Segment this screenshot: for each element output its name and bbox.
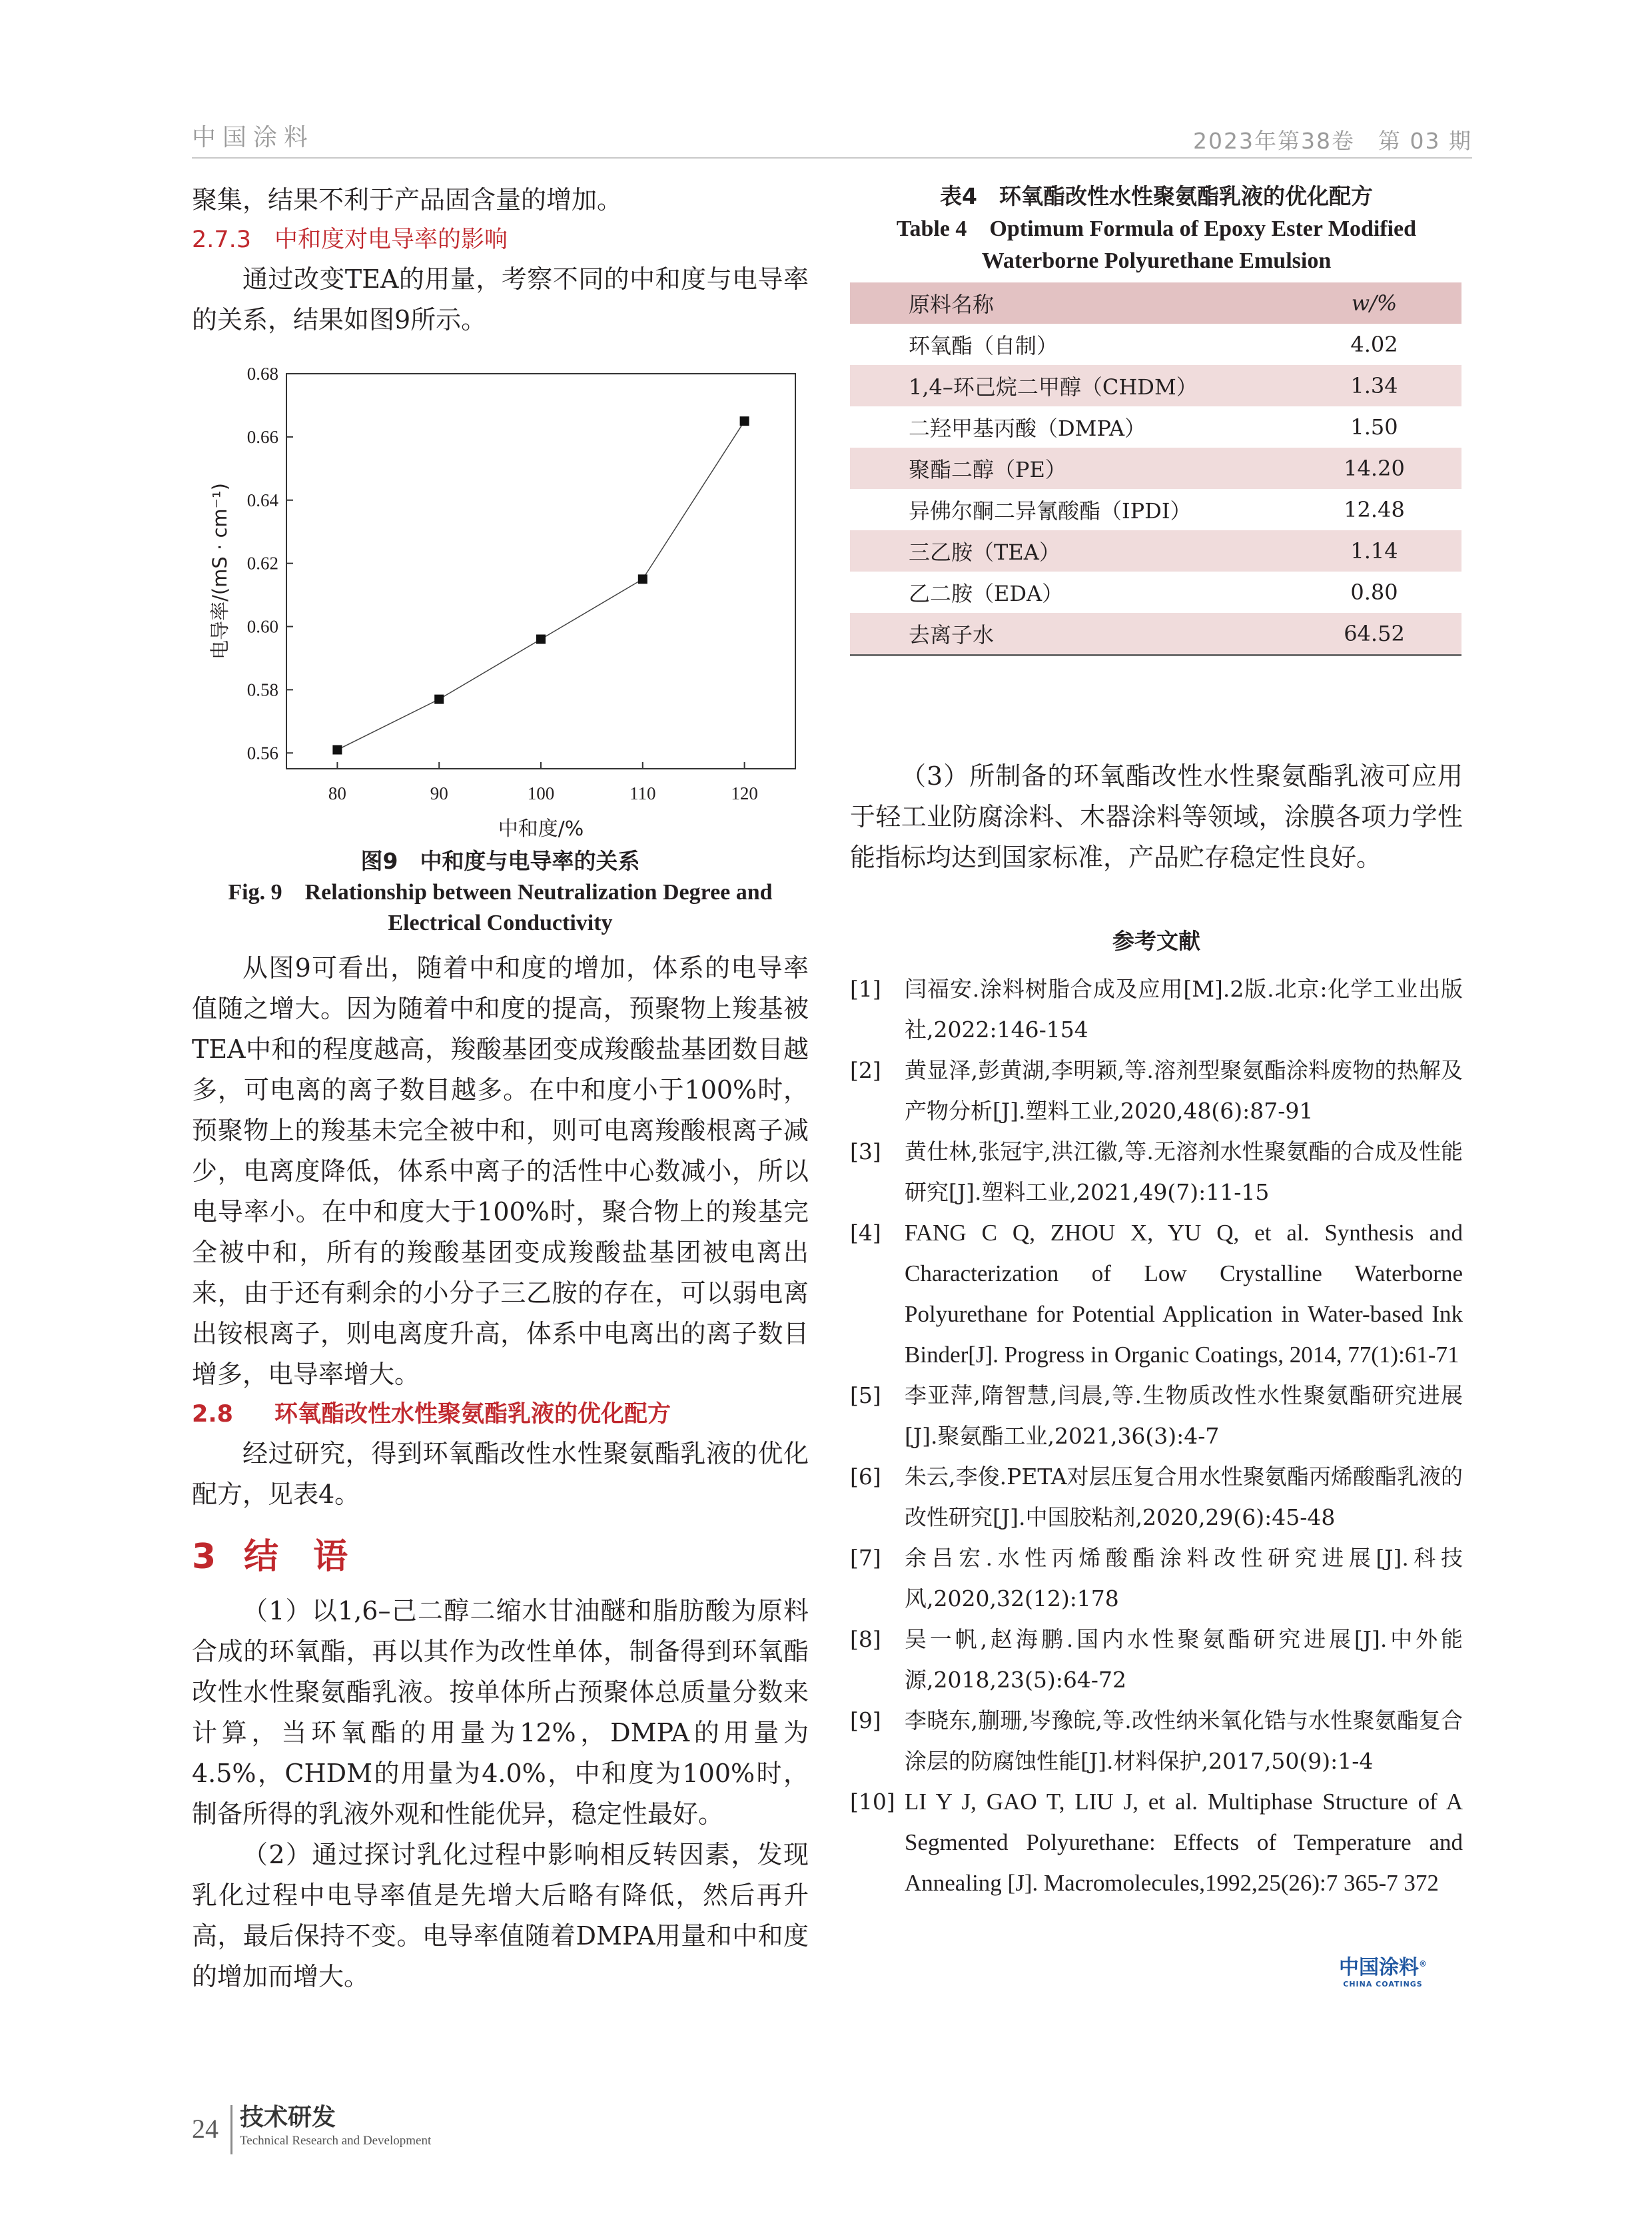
- section-2-8-heading: [192, 1395, 809, 1434]
- paragraph-3: 从图9可看出，随着中和度的增加，体系的电导率值随之增大。因为随着中和度的提高，预聚物上羧基被TEA中和的程度越高，羧酸基团变成羧酸盐基团数目越多，可电离的离子数目越多。在中和度小于100%时，预聚物上的羧基未完全被中和，则可电离羧酸根离子减少，电离度降低，体系中离子的活性中心数减小，所以电导率小。在中和度大于100%时，聚合物上的羧基完全被中和，所有的羧酸基团变成羧酸盐基团被电离出来，由于还有剩余的小分子三乙胺的存在，可以弱电离出铵根离子，则电离度升高，体系中电离出的离子数目增多，电导率增大。: [192, 953, 809, 1389]
- reference-number: [9]: [850, 1707, 881, 1733]
- figure-9: [192, 352, 809, 845]
- value-cell: 4.02: [1350, 332, 1398, 357]
- value-cell: 14.20: [1287, 448, 1461, 489]
- reference-item: [850, 1131, 1463, 1212]
- section-number: 2.8: [192, 1401, 234, 1428]
- value-cell: 12.48: [1344, 497, 1405, 522]
- reference-number: [10]: [850, 1789, 895, 1815]
- chapter-number: 3: [192, 1537, 216, 1577]
- x-tick-label: 120: [731, 783, 758, 803]
- reference-item: [850, 969, 1463, 1050]
- reference-text: 朱云,李俊.PETA对层压复合用水性聚氨酯丙烯酸酯乳液的改性研究[J].中国胶粘剂,2020,29(6):45-48: [905, 1464, 1463, 1530]
- table-row: [850, 365, 1461, 406]
- material-cell: 三乙胺（TEA）: [850, 530, 1287, 572]
- china-coatings-logo: [1339, 1951, 1427, 1989]
- material-cell: 聚酯二醇（PE）: [850, 448, 1287, 489]
- logo-text-en: CHINA COATINGS: [1343, 1980, 1423, 1989]
- table-caption-cn: 表4 环氧酯改性水性聚氨酯乳液的优化配方: [940, 183, 1373, 209]
- reference-item: [850, 1700, 1463, 1781]
- reference-number: [4]: [850, 1220, 881, 1246]
- reference-number: [5]: [850, 1382, 881, 1408]
- column-header-mass-fraction: w/%: [1287, 282, 1461, 324]
- x-tick-label: 100: [527, 783, 555, 803]
- conductivity-chart: [192, 352, 809, 845]
- left-column: [192, 180, 809, 1997]
- figure-caption-en: Fig. 9 Relationship between Neutralization Degree and Electrical Conductivity: [228, 880, 773, 935]
- reference-text: 闫福安.涂料树脂合成及应用[M].2版.北京:化学工业出版社,2022:146-154: [905, 976, 1463, 1043]
- material-cell: 异佛尔酮二异氰酸酯（IPDI）: [909, 498, 1192, 524]
- reference-item: [850, 1619, 1463, 1700]
- footer-section-cn: 技术研发: [240, 2104, 336, 2131]
- journal-name: 中国涂料: [192, 124, 315, 151]
- header-rule: [192, 157, 1472, 159]
- material-cell: 乙二胺（EDA）: [909, 581, 1064, 606]
- logo-text-cn: 中国涂料®: [1339, 1956, 1427, 1979]
- chapter-title: 结 语: [244, 1537, 348, 1577]
- data-point: [434, 695, 444, 704]
- x-tick-label: 90: [430, 783, 448, 803]
- right-column: [850, 180, 1463, 1903]
- reference-item: [850, 1212, 1463, 1375]
- table-caption-en-line2: Waterborne Polyurethane Emulsion: [981, 248, 1332, 273]
- value-cell: 1.14: [1287, 530, 1461, 572]
- paragraph-6: （2）通过探讨乳化过程中影响相反转因素，发现乳化过程中电导率值是先增大后略有降低，然后再升高，最后保持不变。电导率值随着DMPA用量和中和度的增加而增大。: [192, 1840, 809, 1991]
- y-tick-label: 0.60: [246, 616, 278, 637]
- reference-text: 余吕宏.水性丙烯酸酯涂料改性研究进展[J].科技风,2020,32(12):178: [905, 1545, 1463, 1611]
- material-cell: 去离子水: [850, 613, 1287, 656]
- reference-number: [8]: [850, 1626, 881, 1652]
- y-axis-label: 电导率/(mS · cm⁻¹): [208, 483, 231, 660]
- paragraph-7: （3）所制备的环氧酯改性水性聚氨酯乳液可应用于轻工业防腐涂料、木器涂料等领域，涂膜各项力学性能指标均达到国家标准，产品贮存稳定性良好。: [850, 761, 1463, 872]
- table-row: [850, 448, 1461, 489]
- reference-number: [1]: [850, 976, 881, 1002]
- table-caption-en-line1: Table 4 Optimum Formula of Epoxy Ester Modified: [896, 217, 1417, 241]
- x-tick-label: 110: [629, 783, 656, 803]
- footer-divider: [230, 2105, 232, 2154]
- paragraph-2: 通过改变TEA的用量，考察不同的中和度与电导率的关系，结果如图9所示。: [192, 264, 809, 334]
- reference-item: [850, 1375, 1463, 1456]
- references-title: 参考文献: [1112, 928, 1200, 954]
- reference-number: [3]: [850, 1138, 881, 1164]
- value-cell: 1.50: [1350, 414, 1398, 440]
- reference-text: LI Y J, GAO T, LIU J, et al. Multiphase Structure of A Segmented Polyurethane: Effects of Temperature and Annealing [J]. Macromolecules,1992,25(26):7 365-7 372: [905, 1789, 1463, 1896]
- chapter-3-heading: [192, 1527, 809, 1587]
- footer-section-en: Technical Research and Development: [240, 2134, 432, 2148]
- reference-text: 黄显泽,彭黄湖,李明颖,等.溶剂型聚氨酯涂料废物的热解及产物分析[J].塑料工业,2020,48(6):87-91: [905, 1057, 1463, 1124]
- value-cell: 64.52: [1287, 613, 1461, 656]
- paragraph-4: 经过研究，得到环氧酯改性水性聚氨酯乳液的优化配方，见表4。: [192, 1439, 809, 1509]
- value-cell: 0.80: [1350, 580, 1398, 605]
- paragraph-5: （1）以1,6–己二醇二缩水甘油醚和脂肪酸为原料合成的环氧酯，再以其作为改性单体，制备得到环氧酯改性水性聚氨酯乳液。按单体所占预聚体总质量分数来计算，当环氧酯的用量为12%，DMPA的用量为4.5%，CHDM的用量为4.0%，中和度为100%时，制备所得的乳液外观和性能优异，稳定性最好。: [192, 1596, 809, 1829]
- issue-info: 2023年第38卷 第 03 期: [1193, 128, 1472, 154]
- figure-caption-cn: 图9 中和度与电导率的关系: [360, 848, 640, 874]
- page-number: 24: [192, 2114, 218, 2144]
- formula-table: [850, 282, 1461, 656]
- y-tick-label: 0.62: [246, 553, 278, 574]
- reference-number: [6]: [850, 1464, 881, 1490]
- table-row: [850, 613, 1461, 656]
- reference-item: [850, 1781, 1463, 1903]
- section-title: 环氧酯改性水性聚氨酯乳液的优化配方: [274, 1401, 671, 1428]
- x-tick-label: 80: [328, 783, 346, 803]
- section-title: 中和度对电导率的影响: [274, 226, 508, 253]
- reference-text: 李亚萍,隋智慧,闫晨,等.生物质改性水性聚氨酯研究进展[J].聚氨酯工业,2021,36(3):4-7: [905, 1382, 1463, 1449]
- table-row: [850, 530, 1461, 572]
- reference-item: [850, 1456, 1463, 1538]
- series-line: [337, 421, 744, 749]
- data-point: [332, 745, 342, 755]
- material-cell: 1,4–环己烷二甲醇（CHDM）: [850, 365, 1287, 406]
- reference-list: [850, 969, 1463, 1903]
- y-tick-label: 0.56: [246, 743, 278, 763]
- data-point: [536, 634, 546, 644]
- value-cell: 1.34: [1287, 365, 1461, 406]
- reference-item: [850, 1538, 1463, 1619]
- data-point: [740, 416, 749, 426]
- section-2-7-3-heading: [192, 221, 809, 259]
- x-axis-label: 中和度/%: [498, 817, 584, 841]
- section-number: 2.7.3: [192, 226, 252, 253]
- table-row: [850, 406, 1461, 448]
- paragraph-1: 聚集，结果不利于产品固含量的增加。: [192, 185, 623, 215]
- table-row: [850, 489, 1461, 530]
- plot-frame: [286, 374, 795, 769]
- y-tick-label: 0.66: [246, 426, 278, 447]
- reference-text: 黄仕林,张冠宇,洪江徽,等.无溶剂水性聚氨酯的合成及性能研究[J].塑料工业,2021,49(7):11-15: [905, 1138, 1463, 1205]
- table-row: [850, 324, 1461, 365]
- material-cell: 环氧酯（自制）: [909, 333, 1058, 358]
- reference-text: 李晓东,蒯珊,岑豫皖,等.改性纳米氧化锆与水性聚氨酯复合涂层的防腐蚀性能[J].材料保护,2017,50(9):1-4: [905, 1707, 1463, 1774]
- y-tick-label: 0.68: [246, 364, 278, 384]
- table-header-row: [850, 282, 1461, 324]
- reference-number: [7]: [850, 1545, 881, 1571]
- y-tick-label: 0.64: [246, 490, 278, 510]
- reference-number: [2]: [850, 1057, 881, 1083]
- material-cell: 二羟甲基丙酸（DMPA）: [909, 416, 1146, 441]
- reference-item: [850, 1050, 1463, 1131]
- data-point: [638, 574, 647, 584]
- table-row: [850, 572, 1461, 613]
- y-tick-label: 0.58: [246, 679, 278, 700]
- reference-text: 吴一帆,赵海鹏.国内水性聚氨酯研究进展[J].中外能源,2018,23(5):64-72: [905, 1626, 1463, 1693]
- reference-text: FANG C Q, ZHOU X, YU Q, et al. Synthesis and Characterization of Low Crystalline Waterborne Polyurethane for Potential Application in Water-based Ink Binder[J]. Progress in Organic Coatings, 2014, 77(1):61-71: [905, 1220, 1463, 1368]
- column-header-material: 原料名称: [850, 282, 1287, 324]
